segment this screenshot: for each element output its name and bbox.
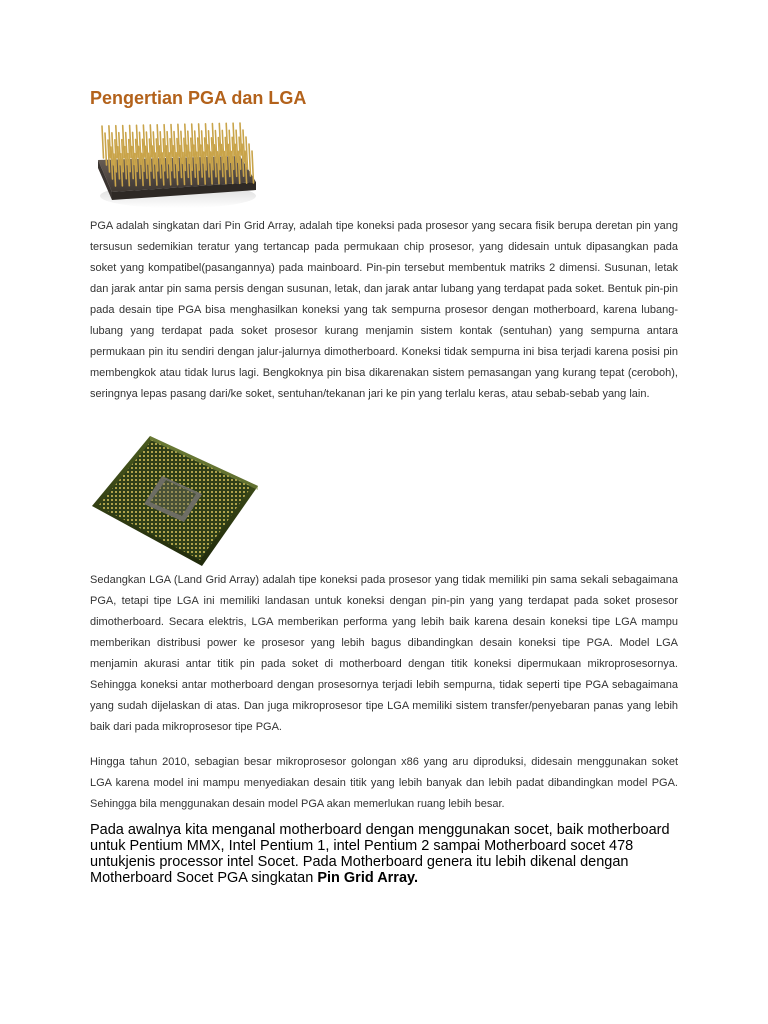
closing-paragraph — [90, 822, 690, 886]
closing-text: Pada awalnya kita menganal motherboard dengan menggunakan socet, baik motherboard untuk Pentium MMX, Intel Pentium 1, intel Pentium 2 sampai Motherboard socet 478 untukjenis processor intel Socet. Pada Motherboard genera itu lebih dikenal dengan Motherboard Socet PGA singkatan — [90, 822, 670, 886]
closing-bold-text: Pin Grid Array. — [317, 870, 419, 886]
pga-processor-image — [90, 112, 260, 212]
x86-paragraph: Hingga tahun 2010, sebagian besar mikroprosesor golongan x86 yang aru diproduksi, didesain menggunakan soket LGA karena model ini mampu menyediakan desain titik yang lebih banyak dan lebih padat dibandingkan model PGA. Sehingga bila menggunakan desain model PGA akan memerlukan ruang lebih besar. — [90, 756, 678, 810]
pga-pin — [102, 126, 104, 158]
page-title: Pengertian PGA dan LGA — [90, 88, 307, 108]
pga-paragraph: PGA adalah singkatan dari Pin Grid Array, adalah tipe koneksi pada prosesor yang secara fisik berupa deretan pin yang tersusun sedemikian teratur yang tertancap pada permukaan chip prosesor, yang didesain untuk dipasangkan pada soket yang kompatibel(pasangannya) pada mainboard. Pin-pin tersebut membentuk matriks 2 dimensi. Susunan, letak dan jarak antar pin sama persis dengan susunan, letak, dan jarak antar lubang yang terdapat pada soket. Bentuk pin-pin pada desain tipe PGA bisa menghasilkan koneksi yang tak sempurna prosesor dengan motherboard, karena lubang-lubang yang terdapat pada soket prosesor kurang menjamin sistem kontak (sentuhan) yang sempurna antara permukaan pin itu sendiri dengan jalur-jalurnya dimotherboard. Koneksi tidak sempurna ini bisa terjadi karena posisi pin membengkok atau tidak lurus lagi. Bengkoknya pin bisa dikarenakan sistem pemasangan yang kurang tepat (ceroboh), seringnya lepas pasang dari/ke soket, sentuhan/tekanan jari ke pin yang terlalu keras, atau sebab-sebab yang lain. — [90, 220, 678, 400]
lga-paragraph: Sedangkan LGA (Land Grid Array) adalah tipe koneksi pada prosesor yang tidak memiliki pin sama sekali sebagaimana PGA, tetapi tipe LGA ini memiliki landasan untuk koneksi dengan pin-pin yang yang terdapat pada soket prosesor dimotherboard. Secara elektris, LGA memberikan performa yang lebih baik karena desain koneksi tipe LGA mampu memberikan distribusi power ke prosesor yang lebih bagus dibandingkan desain koneksi tipe PGA. Model LGA menjamin akurasi antar titik pin pada soket di motherboard dengan titik koneksi dipermukaan mikroprosesornya. Sehingga koneksi antar motherboard dengan prosesornya terjadi lebih sempurna, tidak seperti tipe PGA sebagaimana yang sudah dijelaskan di atas. Dan juga mikroprosesor tipe LGA memiliki sistem transfer/penyebaran panas yang lebih baik dari pada mikroprosesor tipe PGA. — [90, 574, 678, 733]
lga-processor-image — [90, 434, 260, 569]
